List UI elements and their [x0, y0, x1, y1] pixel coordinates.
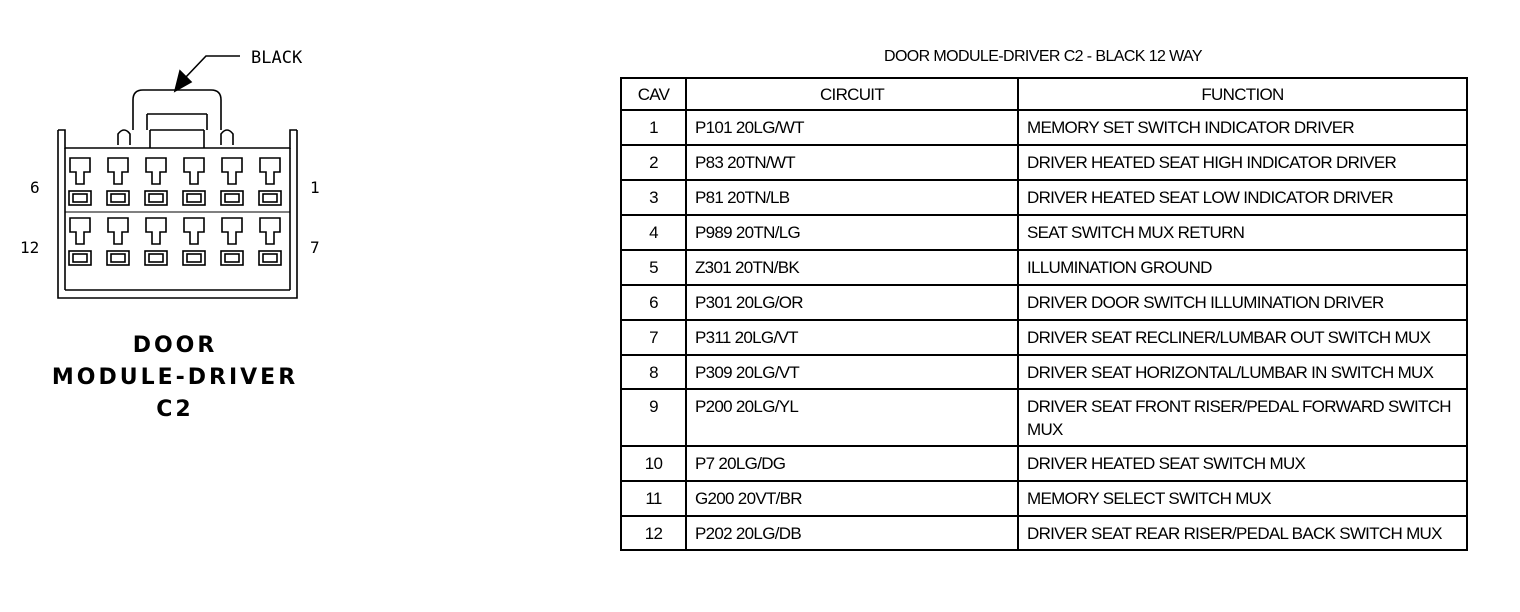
cavity: [145, 218, 167, 265]
cav-cell: 12: [621, 516, 686, 550]
function-cell: DRIVER HEATED SEAT HIGH INDICATOR DRIVER: [1018, 145, 1467, 180]
function-cell: ILLUMINATION GROUND: [1018, 250, 1467, 285]
connector-title: [40, 330, 310, 426]
connector-title-line-2: MODULE-DRIVER: [51, 365, 299, 390]
circuit-cell: P200 20LG/YL: [686, 389, 1018, 446]
table-row: [621, 355, 1467, 389]
terminal-socket-inner: [263, 254, 277, 262]
function-cell: MEMORY SET SWITCH INDICATOR DRIVER: [1018, 110, 1467, 145]
cav-cell: 8: [621, 355, 686, 389]
callout-leader-line: [185, 56, 240, 78]
connector-title-line-1: DOOR: [132, 333, 218, 358]
table-row: [621, 110, 1467, 145]
cav-cell: 7: [621, 320, 686, 355]
pin-label-1: 1: [310, 178, 320, 197]
function-cell: DRIVER DOOR SWITCH ILLUMINATION DRIVER: [1018, 285, 1467, 320]
cav-cell: 6: [621, 285, 686, 320]
function-cell: DRIVER SEAT HORIZONTAL/LUMBAR IN SWITCH MUX: [1018, 355, 1467, 389]
circuit-cell: P311 20LG/VT: [686, 320, 1018, 355]
pinout-table-body: [621, 110, 1467, 550]
cavity: [107, 158, 129, 205]
table-row: [621, 285, 1467, 320]
terminal-latch: [108, 158, 128, 184]
table-row: [621, 180, 1467, 215]
polarizing-bump-left: [118, 130, 130, 145]
cavity: [145, 158, 167, 205]
pinout-table: [620, 77, 1468, 551]
function-cell: DRIVER SEAT FRONT RISER/PEDAL FORWARD SWITCH MUX: [1018, 389, 1467, 446]
cav-cell: 1: [621, 110, 686, 145]
circuit-cell: P309 20LG/VT: [686, 355, 1018, 389]
cav-cell: 2: [621, 145, 686, 180]
terminal-socket-inner: [187, 194, 201, 202]
terminal-socket-inner: [263, 194, 277, 202]
connector-body: [58, 90, 297, 298]
housing-outline: [58, 130, 297, 298]
header-cav: CAV: [621, 78, 686, 110]
cav-cell: 4: [621, 215, 686, 250]
polarizing-bump-right: [221, 130, 233, 145]
terminal-socket-inner: [225, 194, 239, 202]
pin-label-6: 6: [30, 178, 40, 197]
terminal-latch: [184, 218, 204, 244]
cavity: [221, 218, 243, 265]
circuit-cell: P989 20TN/LG: [686, 215, 1018, 250]
pin-label-7: 7: [310, 238, 320, 257]
header-function: FUNCTION: [1018, 78, 1467, 110]
terminal-latch: [222, 218, 242, 244]
terminal-socket-inner: [111, 254, 125, 262]
terminal-socket-inner: [225, 254, 239, 262]
terminal-latch: [146, 158, 166, 184]
cavity: [259, 218, 281, 265]
cavity: [69, 158, 91, 205]
terminal-latch: [146, 218, 166, 244]
function-cell: DRIVER SEAT REAR RISER/PEDAL BACK SWITCH MUX: [1018, 516, 1467, 550]
terminal-latch: [184, 158, 204, 184]
cavity: [183, 158, 205, 205]
terminal-socket-inner: [111, 194, 125, 202]
circuit-cell: P83 20TN/WT: [686, 145, 1018, 180]
circuit-cell: G200 20VT/BR: [686, 481, 1018, 516]
table-row: [621, 250, 1467, 285]
cavity: [69, 218, 91, 265]
connector-title-line-3: C2: [156, 397, 194, 422]
pin-label-12: 12: [20, 238, 40, 257]
circuit-cell: Z301 20TN/BK: [686, 250, 1018, 285]
terminal-socket-inner: [73, 254, 87, 262]
cavity: [183, 218, 205, 265]
table-row: [621, 145, 1467, 180]
terminal-socket-inner: [149, 254, 163, 262]
cavity: [107, 218, 129, 265]
cav-cell: 9: [621, 389, 686, 446]
terminal-latch: [260, 158, 280, 184]
function-cell: MEMORY SELECT SWITCH MUX: [1018, 481, 1467, 516]
cavity: [221, 158, 243, 205]
function-cell: DRIVER HEATED SEAT LOW INDICATOR DRIVER: [1018, 180, 1467, 215]
cav-cell: 10: [621, 446, 686, 481]
table-row: [621, 389, 1467, 446]
function-cell: DRIVER SEAT RECLINER/LUMBAR OUT SWITCH MUX: [1018, 320, 1467, 355]
circuit-cell: P202 20LG/DB: [686, 516, 1018, 550]
terminal-latch: [70, 158, 90, 184]
cav-cell: 5: [621, 250, 686, 285]
table-row: [621, 481, 1467, 516]
table-row: [621, 516, 1467, 550]
function-cell: SEAT SWITCH MUX RETURN: [1018, 215, 1467, 250]
table-row: [621, 446, 1467, 481]
circuit-cell: P81 20TN/LB: [686, 180, 1018, 215]
terminal-latch: [260, 218, 280, 244]
terminal-socket-inner: [187, 254, 201, 262]
terminal-latch: [222, 158, 242, 184]
cav-cell: 11: [621, 481, 686, 516]
cavity: [259, 158, 281, 205]
header-circuit: CIRCUIT: [686, 78, 1018, 110]
color-callout: [175, 48, 303, 91]
terminal-socket-inner: [149, 194, 163, 202]
connector-face-diagram: [0, 0, 600, 612]
terminal-socket-inner: [73, 194, 87, 202]
table-row: [621, 215, 1467, 250]
circuit-cell: P7 20LG/DG: [686, 446, 1018, 481]
terminal-latch: [70, 218, 90, 244]
table-header-row: [621, 78, 1467, 110]
table-title: DOOR MODULE-DRIVER C2 - BLACK 12 WAY: [883, 48, 1203, 65]
cav-cell: 3: [621, 180, 686, 215]
callout-label: BLACK: [251, 48, 303, 68]
circuit-cell: P301 20LG/OR: [686, 285, 1018, 320]
function-cell: DRIVER HEATED SEAT SWITCH MUX: [1018, 446, 1467, 481]
terminal-latch: [108, 218, 128, 244]
circuit-cell: P101 20LG/WT: [686, 110, 1018, 145]
table-row: [621, 320, 1467, 355]
